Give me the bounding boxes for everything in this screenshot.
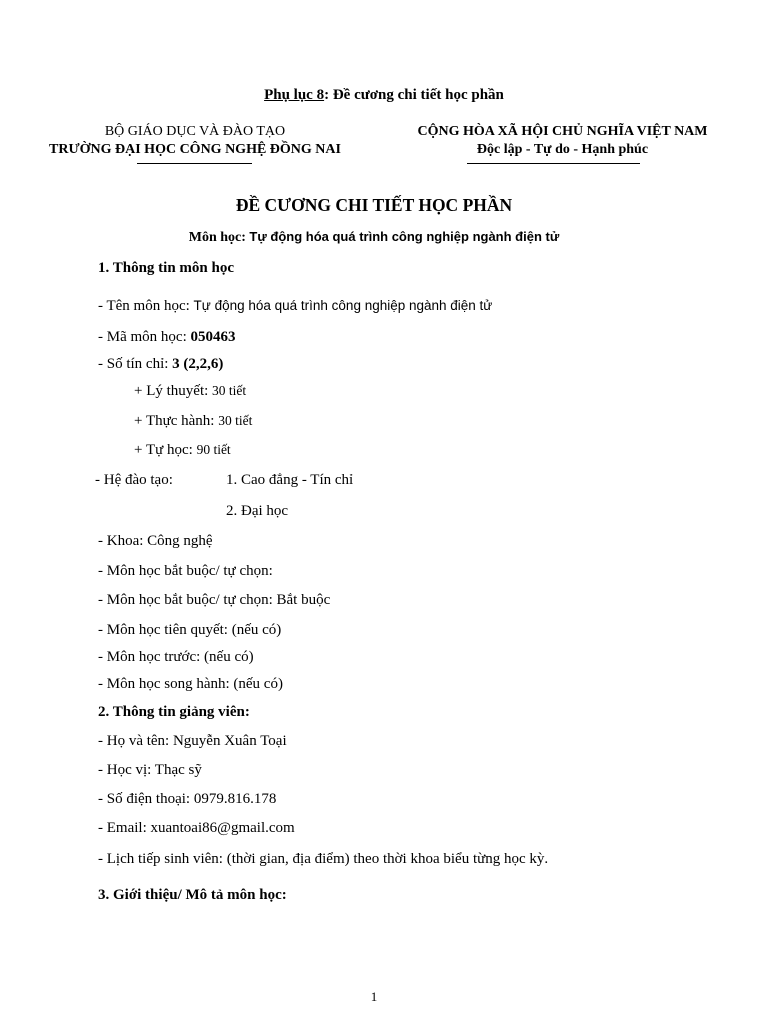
credits-label: - Số tín chỉ:	[98, 356, 173, 372]
self-study-label: + Tự học:	[134, 442, 197, 458]
student-meeting-row: - Lịch tiếp sinh viên: (thời gian, địa điểm) theo thời khoa biểu từng học kỳ.	[98, 851, 549, 867]
course-name-row	[98, 298, 492, 315]
self-study-row	[134, 442, 231, 459]
prerequisite-row: - Môn học tiên quyết: (nếu có)	[98, 622, 282, 638]
national-motto: Độc lập - Tự do - Hạnh phúc	[476, 142, 649, 157]
course-code-row	[98, 329, 235, 346]
appendix-heading	[0, 87, 768, 104]
course-code-label: - Mã môn học:	[98, 329, 191, 345]
course-name-label: - Tên môn học:	[98, 298, 194, 314]
training-program-1: 1. Cao đẳng - Tín chỉ	[226, 472, 354, 488]
republic-name: CỘNG HÒA XÃ HỘI CHỦ NGHĨA VIỆT NAM	[417, 124, 708, 139]
ministry-name: BỘ GIÁO DỤC VÀ ĐÀO TẠO	[104, 124, 286, 139]
subject-line	[0, 229, 748, 246]
theory-label: + Lý thuyết:	[134, 383, 213, 399]
appendix-title: : Đề cương chi tiết học phần	[324, 87, 504, 103]
header-right-underline	[467, 163, 640, 164]
practice-row	[134, 413, 252, 430]
page-number: 1	[370, 989, 378, 1004]
credits-row	[98, 356, 223, 373]
lecturer-degree-row: - Học vị: Thạc sỹ	[98, 762, 202, 778]
faculty-row: - Khoa: Công nghệ	[98, 533, 213, 549]
practice-value: 30 tiết	[218, 413, 253, 428]
course-code-value: 050463	[190, 329, 236, 345]
parallel-course-row: - Môn học song hành: (nếu có)	[98, 676, 283, 692]
required-elective-row: - Môn học bắt buộc/ tự chọn:	[98, 563, 273, 579]
appendix-label: Phụ lục 8	[264, 87, 325, 103]
credits-value: 3 (2,2,6)	[172, 356, 224, 372]
training-program-2: 2. Đại học	[226, 503, 289, 519]
section2-title: 2. Thông tin giảng viên:	[98, 704, 250, 720]
practice-label: + Thực hành:	[134, 413, 219, 429]
lecturer-phone-row: - Số điện thoại: 0979.816.178	[98, 791, 277, 807]
header-left-underline	[137, 163, 252, 164]
theory-row	[134, 383, 246, 400]
training-program-label: - Hệ đào tạo:	[95, 472, 173, 488]
required-elective-value-row: - Môn học bắt buộc/ tự chọn: Bắt buộc	[98, 592, 331, 608]
section3-title: 3. Giới thiệu/ Mô tả môn học:	[98, 887, 287, 903]
lecturer-email-row: - Email: xuantoai86@gmail.com	[98, 820, 295, 836]
subject-value: Tự động hóa quá trình công nghiệp ngành điện tử	[249, 229, 560, 244]
subject-label: Môn học:	[188, 230, 250, 245]
course-name-value: Tự động hóa quá trình công nghiệp ngành điện tử	[193, 298, 493, 313]
previous-course-row: - Môn học trước: (nếu có)	[98, 649, 254, 665]
theory-value: 30 tiết	[212, 383, 247, 398]
self-study-value: 90 tiết	[196, 442, 231, 457]
section1-title: 1. Thông tin môn học	[98, 260, 235, 276]
document-title: ĐỀ CƯƠNG CHI TIẾT HỌC PHẦN	[235, 195, 513, 215]
lecturer-name-row: - Họ và tên: Nguyễn Xuân Toại	[98, 733, 287, 749]
university-name: TRƯỜNG ĐẠI HỌC CÔNG NGHỆ ĐỒNG NAI	[49, 142, 341, 157]
